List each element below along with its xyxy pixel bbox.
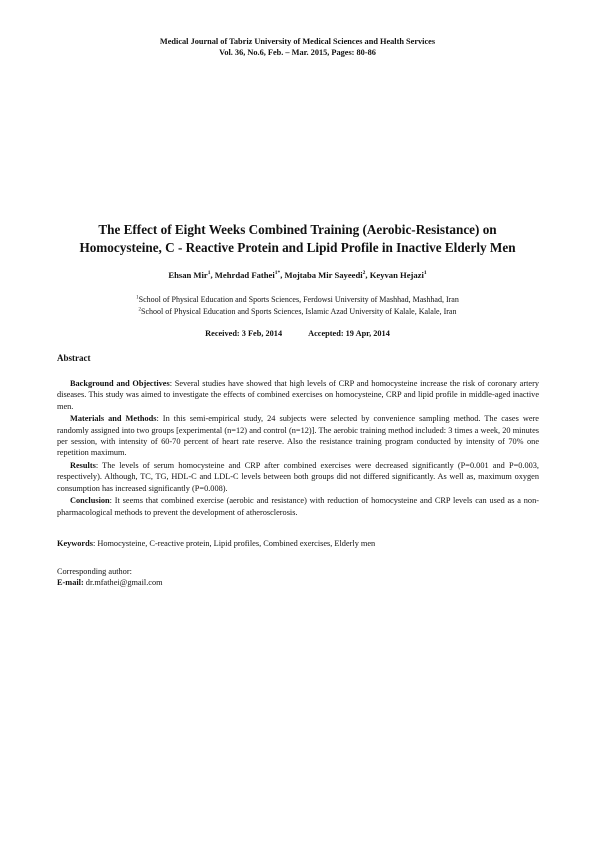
author: Keyvan Hejazi$^1$ bbox=[369, 270, 427, 280]
accepted-date: Accepted: 19 Apr, 2014 bbox=[308, 329, 390, 338]
keywords-text: : Homocysteine, C-reactive protein, Lipid profiles, Combined exercises, Elderly men bbox=[92, 539, 376, 548]
corresponding-author bbox=[57, 567, 163, 588]
affiliation: $^1$School of Physical Education and Sports Sciences, Ferdowsi University of Mashhad, Mashhad, Iran bbox=[136, 295, 459, 304]
abstract-results: Results: The levels of serum homocysteine and CRP after combined exercises were decreased significantly (P=0.001 and P=0.003, respectively). Although, TC, TG, HDL-C and LDL-C levels between both groups did not differed significantly. As well as, maximum oxygen consumption has increased significantly (P=0.008). bbox=[57, 461, 539, 493]
abstract-body bbox=[57, 378, 539, 520]
title-line-2: Homocysteine, C - Reactive Protein and Lipid Profile in Inactive Elderly Men bbox=[79, 240, 516, 255]
journal-volume: Vol. 36, No.6, Feb. – Mar. 2015, Pages: 80-86 bbox=[219, 48, 376, 57]
journal-header bbox=[0, 36, 595, 58]
submission-dates bbox=[0, 329, 595, 338]
abstract-conclusion: Conclusion: It seems that combined exercise (aerobic and resistance) with reduction of homocysteine and CRP levels can used as a non-pharmacological methods to prevent the development of atherosclerosis. bbox=[57, 496, 539, 517]
affiliation: $^2$School of Physical Education and Sports Sciences, Islamic Azad University of Kalale, Kalale, Iran bbox=[138, 306, 457, 316]
affiliations bbox=[0, 294, 595, 317]
journal-name: Medical Journal of Tabriz University of Medical Sciences and Health Services bbox=[159, 37, 436, 46]
abstract-background: Background and Objectives: Several studies have showed that high levels of CRP and homocysteine increase the risk of coronary artery diseases. This study was aimed to investigate the effects of combined exercises on homocysteine, CRP and lipid profile in middle-aged inactive men. bbox=[57, 379, 539, 411]
received-date: Received: 3 Feb, 2014 bbox=[205, 329, 283, 338]
abstract-heading: Abstract bbox=[57, 353, 91, 363]
keywords-label: Keywords bbox=[57, 539, 93, 548]
paper-title bbox=[40, 221, 555, 257]
abstract-methods: Materials and Methods: In this semi-empirical study, 24 subjects were selected by convenience sampling method. The cases were randomly assigned into two groups [experimental (n=12) and control (n=12)]. The aerobic training method included: 3 times a week, 20 minutes per session, with intensity of 60-70 percent of heart rate reserve. Also the resistance training program conducted by intensity of 70% one repetition maximum. bbox=[57, 414, 539, 458]
title-line-1: The Effect of Eight Weeks Combined Training (Aerobic-Resistance) on bbox=[98, 222, 497, 237]
email-link[interactable]: dr.mfathei@gmail.com bbox=[83, 577, 163, 587]
corresponding-email: E-mail: dr.mfathei@gmail.com bbox=[57, 577, 163, 587]
author: Mojtaba Mir Sayeedi$^2$, bbox=[284, 270, 370, 280]
keywords bbox=[57, 539, 539, 548]
author: Ehsan Mir$^1$, bbox=[168, 270, 215, 280]
author-list bbox=[0, 270, 595, 280]
corresponding-label: Corresponding author: bbox=[57, 567, 132, 576]
author: Mehrdad Fathei$^{1*}$, bbox=[214, 270, 285, 280]
